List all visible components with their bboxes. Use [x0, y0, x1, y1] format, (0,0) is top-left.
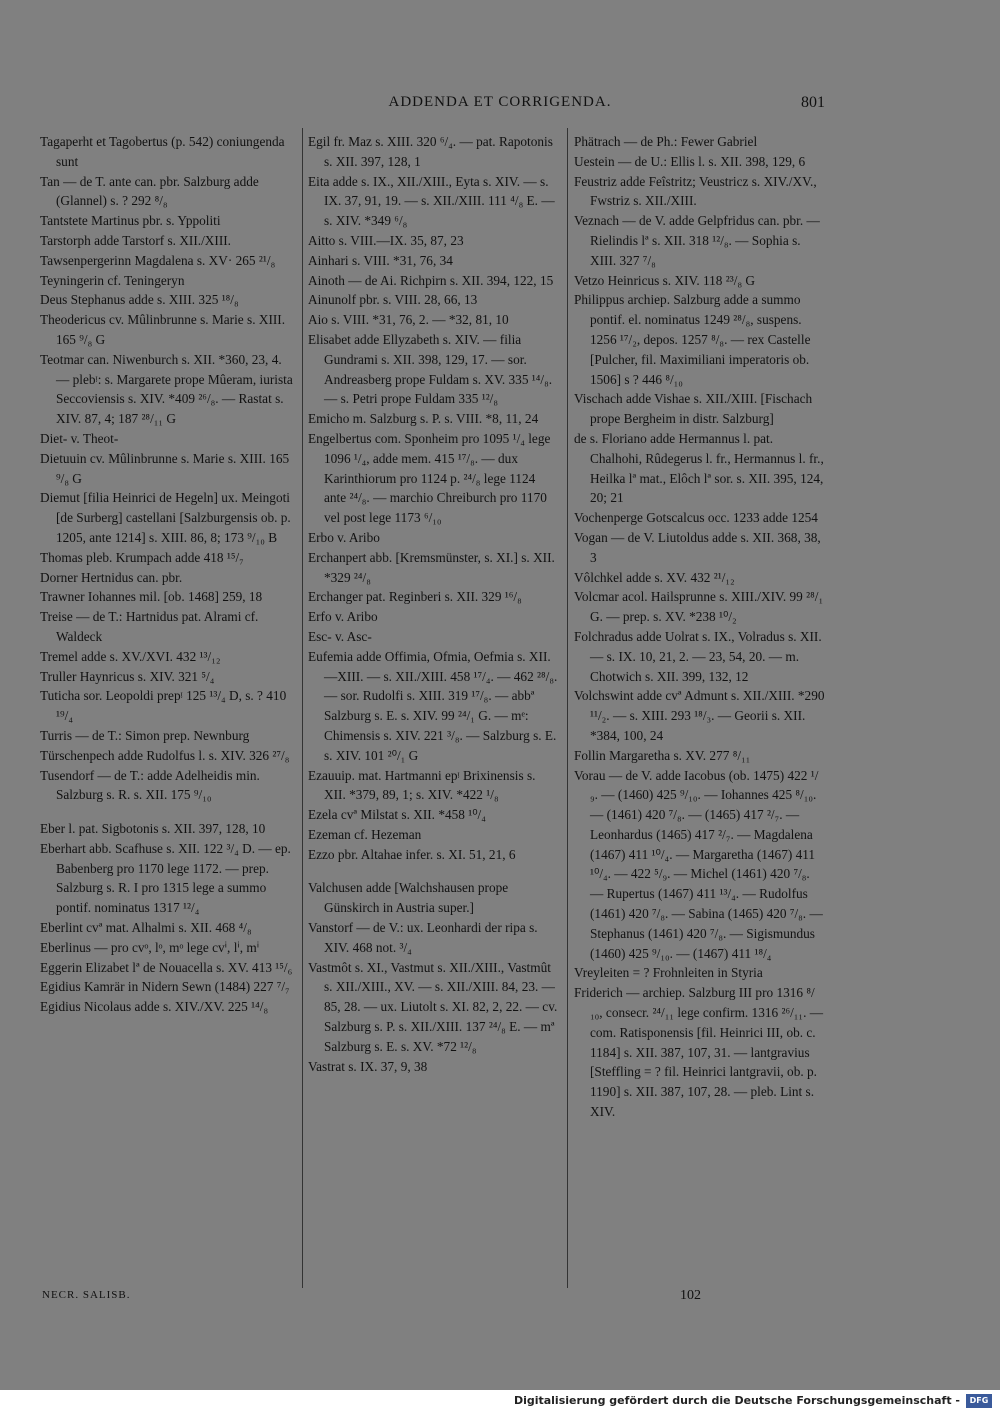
index-entry: Ezeman cf. Hezeman: [308, 826, 422, 842]
footer-signature: NECR. SALISB.: [42, 1289, 131, 1301]
index-entry: Vastmôt s. XI., Vastmut s. XII./XIII., Vastmût s. XII./XIII., XV. — s. XII./XIII. 84, 23. — 85, 28. — ux. Liutolt s. XI. 82, 2, 22. — cv. Salzburg s. P. s. XII./XIII. 137 ²⁴/₈ E. — mª Salzburg s. E. s. XV. *72 ¹²/₈: [308, 959, 558, 1054]
index-entry: Philippus archiep. Salzburg adde a summo pontif. el. nominatus 1249 ²⁸/₈, suspens. 1256 ¹⁷/₂, depos. 1257 ⁸/₈. — rex Castelle [Pulcher, fil. Maximiliani imperatoris ob. 1506] s ? 446 ⁸/₁₀: [574, 292, 811, 387]
running-header-title: ADDENDA ET CORRIGENDA.: [388, 94, 612, 110]
index-entry: Truller Haynricus s. XIV. 321 ⁵/₄: [40, 668, 215, 684]
index-entry: Teyningerin cf. Teningeryn: [40, 272, 185, 288]
index-entry: Vastrat s. IX. 37, 9, 38: [308, 1058, 428, 1074]
index-entry: Deus Stephanus adde s. XIII. 325 ¹⁸/₈: [40, 292, 239, 308]
index-entry: Tuticha sor. Leopoldi prepᵎ 125 ¹³/₄ D, s. ? 410 ¹⁹/₄: [40, 688, 287, 724]
index-entry: Ezzo pbr. Altahae infer. s. XI. 51, 21, 6: [308, 846, 516, 862]
index-entry: Ainoth — de Ai. Richpirn s. XII. 394, 122, 15: [308, 272, 554, 288]
index-entry: Vorau — de V. adde Iacobus (ob. 1475) 422 ¹/₉. — (1460) 425 ⁹/₁₀. — Iohannes 425 ⁸/₁₀. — (1461) 420 ⁷/₈. — (1465) 417 ²/₇. — Leonhardus (1465) 417 ²/₇. — Magdalena (1467) 411 ¹⁰/₄. — Margaretha (1467) 411 ¹⁰/₄. — 422 ⁵/₉. — Michel (1461) 420 ⁷/₈. — Rupertus (1467) 411 ¹³/₄. — Rudolfus (1461) 420 ⁷/₈. — Sabina (1465) 420 ⁷/₈. — Stephanus (1461) 420 ⁷/₈. — Sigismundus (1460) 425 ⁹/₁₀. — (1467) 411 ¹⁸/₄: [574, 767, 823, 961]
index-entry: Tan — de T. ante can. pbr. Salzburg adde (Glannel) s. ? 292 ⁸/₈: [40, 173, 259, 209]
index-entry: Engelbertus com. Sponheim pro 1095 ¹/₄ lege 1096 ¹/₄, adde mem. 415 ¹⁷/₈. — dux Karinthiorum pro 1124 p. ²⁴/₈ lege 1124 ante ²⁴/₈. — marchio Chreiburch pro 1170 vel post lege 1173 ⁶/₁₀: [308, 430, 551, 526]
section-gap: [40, 805, 296, 819]
index-entry: Eufemia adde Offimia, Ofmia, Oefmia s. XII.—XIII. — s. XII./XIII. 458 ¹⁷/₄. — 462 ²⁸/₈. — sor. Rudolfi s. XIII. 319 ¹⁷/₈. — abbª Salzburg s. E. s. XIV. 99 ²⁴/₁ G. — mᵉ: Chimensis s. XIV. 221 ³/₈. — Salzburg s. E. s. XIV. 101 ²⁰/₁ G: [308, 648, 558, 763]
text-column-right: [574, 132, 826, 1122]
text-column-middle: [308, 132, 560, 1076]
index-entry: Treise — de T.: Hartnidus pat. Alrami cf. Waldeck: [40, 609, 259, 644]
page-number: 801: [801, 94, 825, 111]
index-entry: Ainunolf pbr. s. VIII. 28, 66, 13: [308, 292, 478, 308]
index-entry: Folchradus adde Uolrat s. IX., Volradus s. XII. — s. IX. 10, 21, 2. — 23, 54, 20. — m. Chotwich s. XII. 399, 132, 12: [574, 628, 822, 684]
index-entry: Vetzo Heinricus s. XIV. 118 ²³/₈ G: [574, 272, 756, 288]
column-divider: [567, 128, 568, 1288]
index-entry: Turris — de T.: Simon prep. Newnburg: [40, 727, 250, 743]
index-entry: Diemut [filia Heinrici de Hegeln] ux. Meingoti [de Surberg] castellani [Salzburgensis ob. p. 1205, ante 1214] s. XIII. 86, 8; 173 ⁹/₁₀ B: [40, 490, 291, 545]
index-entry: Eber l. pat. Sigbotonis s. XII. 397, 128, 10: [40, 821, 266, 837]
index-entry: Vischach adde Vishae s. XII./XIII. [Fischach prope Bergheim in distr. Salzburg]: [574, 391, 813, 427]
column-divider: [302, 128, 303, 1288]
footer-sheet-number: 102: [680, 1288, 701, 1303]
index-entry: Elisabet adde Ellyzabeth s. XIV. — filia Gundrami s. XII. 398, 129, 17. — sor. Andreasberg prope Fuldam s. XV. 335 ¹⁴/₈. — s. Petri prope Fuldam 335 ¹²/₈: [308, 331, 553, 407]
index-entry: Tarstorph adde Tarstorf s. XII./XIII.: [40, 232, 232, 248]
digitization-credit: Digitalisierung gefördert durch die Deutsche Forschungsgemeinschaft -: [513, 1394, 960, 1407]
text-column-left: [40, 132, 296, 1017]
index-entry: Eberlint cvª mat. Alhalmi s. XII. 468 ⁴/₈: [40, 920, 252, 936]
index-entry: Vochenperge Gotscalcus occ. 1233 adde 1254: [574, 510, 818, 526]
index-entry: Follin Margaretha s. XV. 277 ⁸/₁₁: [574, 747, 751, 763]
index-entry: Tagaperht et Tagobertus (p. 542) coniungenda sunt: [40, 134, 285, 169]
index-entry: Aio s. VIII. *31, 76, 2. — *32, 81, 10: [308, 312, 509, 328]
index-entry: Aitto s. VIII.—IX. 35, 87, 23: [308, 232, 464, 248]
index-entry: Vôlchkel adde s. XV. 432 ²¹/₁₂: [574, 569, 735, 585]
index-entry: Eggerin Elizabet lª de Nouacella s. XV. 413 ¹⁵/₆: [40, 959, 293, 975]
index-entry: Feustriz adde Feîstritz; Veustricz s. XIV./XV., Fwstriz s. XII./XIII.: [574, 173, 817, 209]
index-entry: Vreyleiten = ? Frohnleiten in Styria: [574, 965, 763, 981]
index-entry: Trawner Iohannes mil. [ob. 1468] 259, 18: [40, 589, 263, 605]
index-entry: Phätrach — de Ph.: Fewer Gabriel: [574, 134, 758, 149]
index-entry: Volcmar acol. Hailsprunne s. XIII./XIV. 99 ²⁸/₁ G. — prep. s. XV. *238 ¹⁰/₂: [574, 589, 824, 625]
index-entry: Emicho m. Salzburg s. P. s. VIII. *8, 11, 24: [308, 411, 539, 427]
index-entry: Friderich — archiep. Salzburg III pro 1316 ⁸/₁₀, consecr. ²⁴/₁₁ lege confirm. 1316 ²⁶/₁₁. — com. Ratisponensis [fil. Heinrici III, ob. c. 1184] s. XII. 387, 107, 31. — lantgravius [Steffling = ? fil. Heinrici lantgravii, ob. p. 1190] s. XII. 387, 107, 28. — pleb. Lint s. XIV.: [574, 985, 824, 1120]
index-entry: Erchanpert abb. [Kremsmünster, s. XI.] s. XII. *329 ²⁴/₈: [308, 549, 555, 585]
index-entry: Türschenpech adde Rudolfus l. s. XIV. 326 ²⁷/₈: [40, 747, 290, 763]
index-entry: Theodericus cv. Mûlinbrunne s. Marie s. XIII. 165 ⁹/₈ G: [40, 312, 286, 347]
index-entry: Eita adde s. IX., XII./XIII., Eyta s. XIV. — s. IX. 37, 91, 19. — s. XII./XIII. 111 ⁴/₈ E. — s. XIV. *349 ⁶/₈: [308, 173, 555, 229]
index-entry: Tawsenpergerinn Magdalena s. XV· 265 ²¹/₈: [40, 252, 276, 268]
index-entry: Egil fr. Maz s. XIII. 320 ⁶/₄. — pat. Rapotonis s. XII. 397, 128, 1: [308, 134, 553, 169]
index-entry: Eberhart abb. Scafhuse s. XII. 122 ³/₄ D. — ep. Babenberg pro 1170 lege 1172. — prep. Salzburg s. R. I pro 1315 lege a summo pontif. nominatus 1317 ¹²/₄: [40, 840, 291, 916]
index-entry: Erbo v. Aribo: [308, 529, 380, 545]
digitization-credit-bar: [0, 1390, 1000, 1414]
section-gap: [308, 864, 560, 878]
index-entry: Erchanger pat. Reginberi s. XII. 329 ¹⁶/₈: [308, 589, 522, 605]
index-entry: Valchusen adde [Walchshausen prope Günskirch in Austria super.]: [308, 880, 509, 916]
index-entry: Ezela cvª Milstat s. XII. *458 ¹⁰/₄: [308, 807, 486, 823]
index-entry: Vanstorf — de V.: ux. Leonhardi der ripa s. XIV. 468 not. ³/₄: [308, 920, 538, 955]
index-entry: Dorner Hertnidus can. pbr.: [40, 569, 183, 585]
index-entry: de s. Floriano adde Hermannus l. pat. Chalhohi, Rûdegerus l. fr., Hermannus l. fr., Heilka lª mat., Elôch lª sor. s. XII. 395, 124, 20; 21: [574, 430, 824, 506]
index-entry: Uestein — de U.: Ellis l. s. XII. 398, 129, 6: [574, 153, 806, 169]
index-entry: Eberlinus — pro cvᵒ, lᵒ, mᵒ lege cvⁱ, lⁱ, mⁱ: [40, 939, 260, 955]
index-entry: Veznach — de V. adde Gelpfridus can. pbr. — Rielindis lª s. XII. 318 ¹²/₈. — Sophia s. XIII. 327 ⁷/₈: [574, 213, 820, 268]
index-entry: Ainhari s. VIII. *31, 76, 34: [308, 252, 453, 268]
index-entry: Ezauuip. mat. Hartmanni epᵎ Brixinensis s. XII. *379, 89, 1; s. XIV. *422 ¹/₈: [308, 767, 536, 803]
index-entry: Egidius Kamrär in Nidern Sewn (1484) 227 ⁷/₇: [40, 979, 290, 995]
index-entry: Egidius Nicolaus adde s. XIV./XV. 225 ¹⁴/₈: [40, 999, 269, 1015]
index-entry: Teotmar can. Niwenburch s. XII. *360, 23, 4. — plebᵎ: s. Margarete prope Mûeram, iurista Seccoviensis s. XIV. *409 ²⁶/₈. — Rastat s. XIV. 87, 4; 187 ²⁸/₁₁ G: [40, 351, 293, 427]
index-entry: Tremel adde s. XV./XVI. 432 ¹³/₁₂: [40, 648, 221, 664]
index-entry: Vogan — de V. Liutoldus adde s. XII. 368, 38, 3: [574, 529, 821, 565]
index-entry: Diet- v. Theot-: [40, 430, 119, 446]
index-entry: Tusendorf — de T.: adde Adelheidis min. Salzburg s. R. s. XII. 175 ⁹/₁₀: [40, 767, 260, 803]
index-entry: Erfo v. Aribo: [308, 609, 378, 625]
index-entry: Esc- v. Asc-: [308, 628, 372, 644]
index-entry: Thomas pleb. Krumpach adde 418 ¹⁵/₇: [40, 549, 244, 565]
index-entry: Volchswint adde cvª Admunt s. XII./XIII. *290 ¹¹/₂. — s. XIII. 293 ¹⁸/₃. — Georii s. XII. *384, 100, 24: [574, 688, 825, 743]
dfg-logo: DFG: [966, 1394, 992, 1408]
index-entry: Tantstete Martinus pbr. s. Yppoliti: [40, 213, 221, 229]
index-entry: Dietuuin cv. Mûlinbrunne s. Marie s. XIII. 165 ⁹/₈ G: [40, 450, 290, 486]
